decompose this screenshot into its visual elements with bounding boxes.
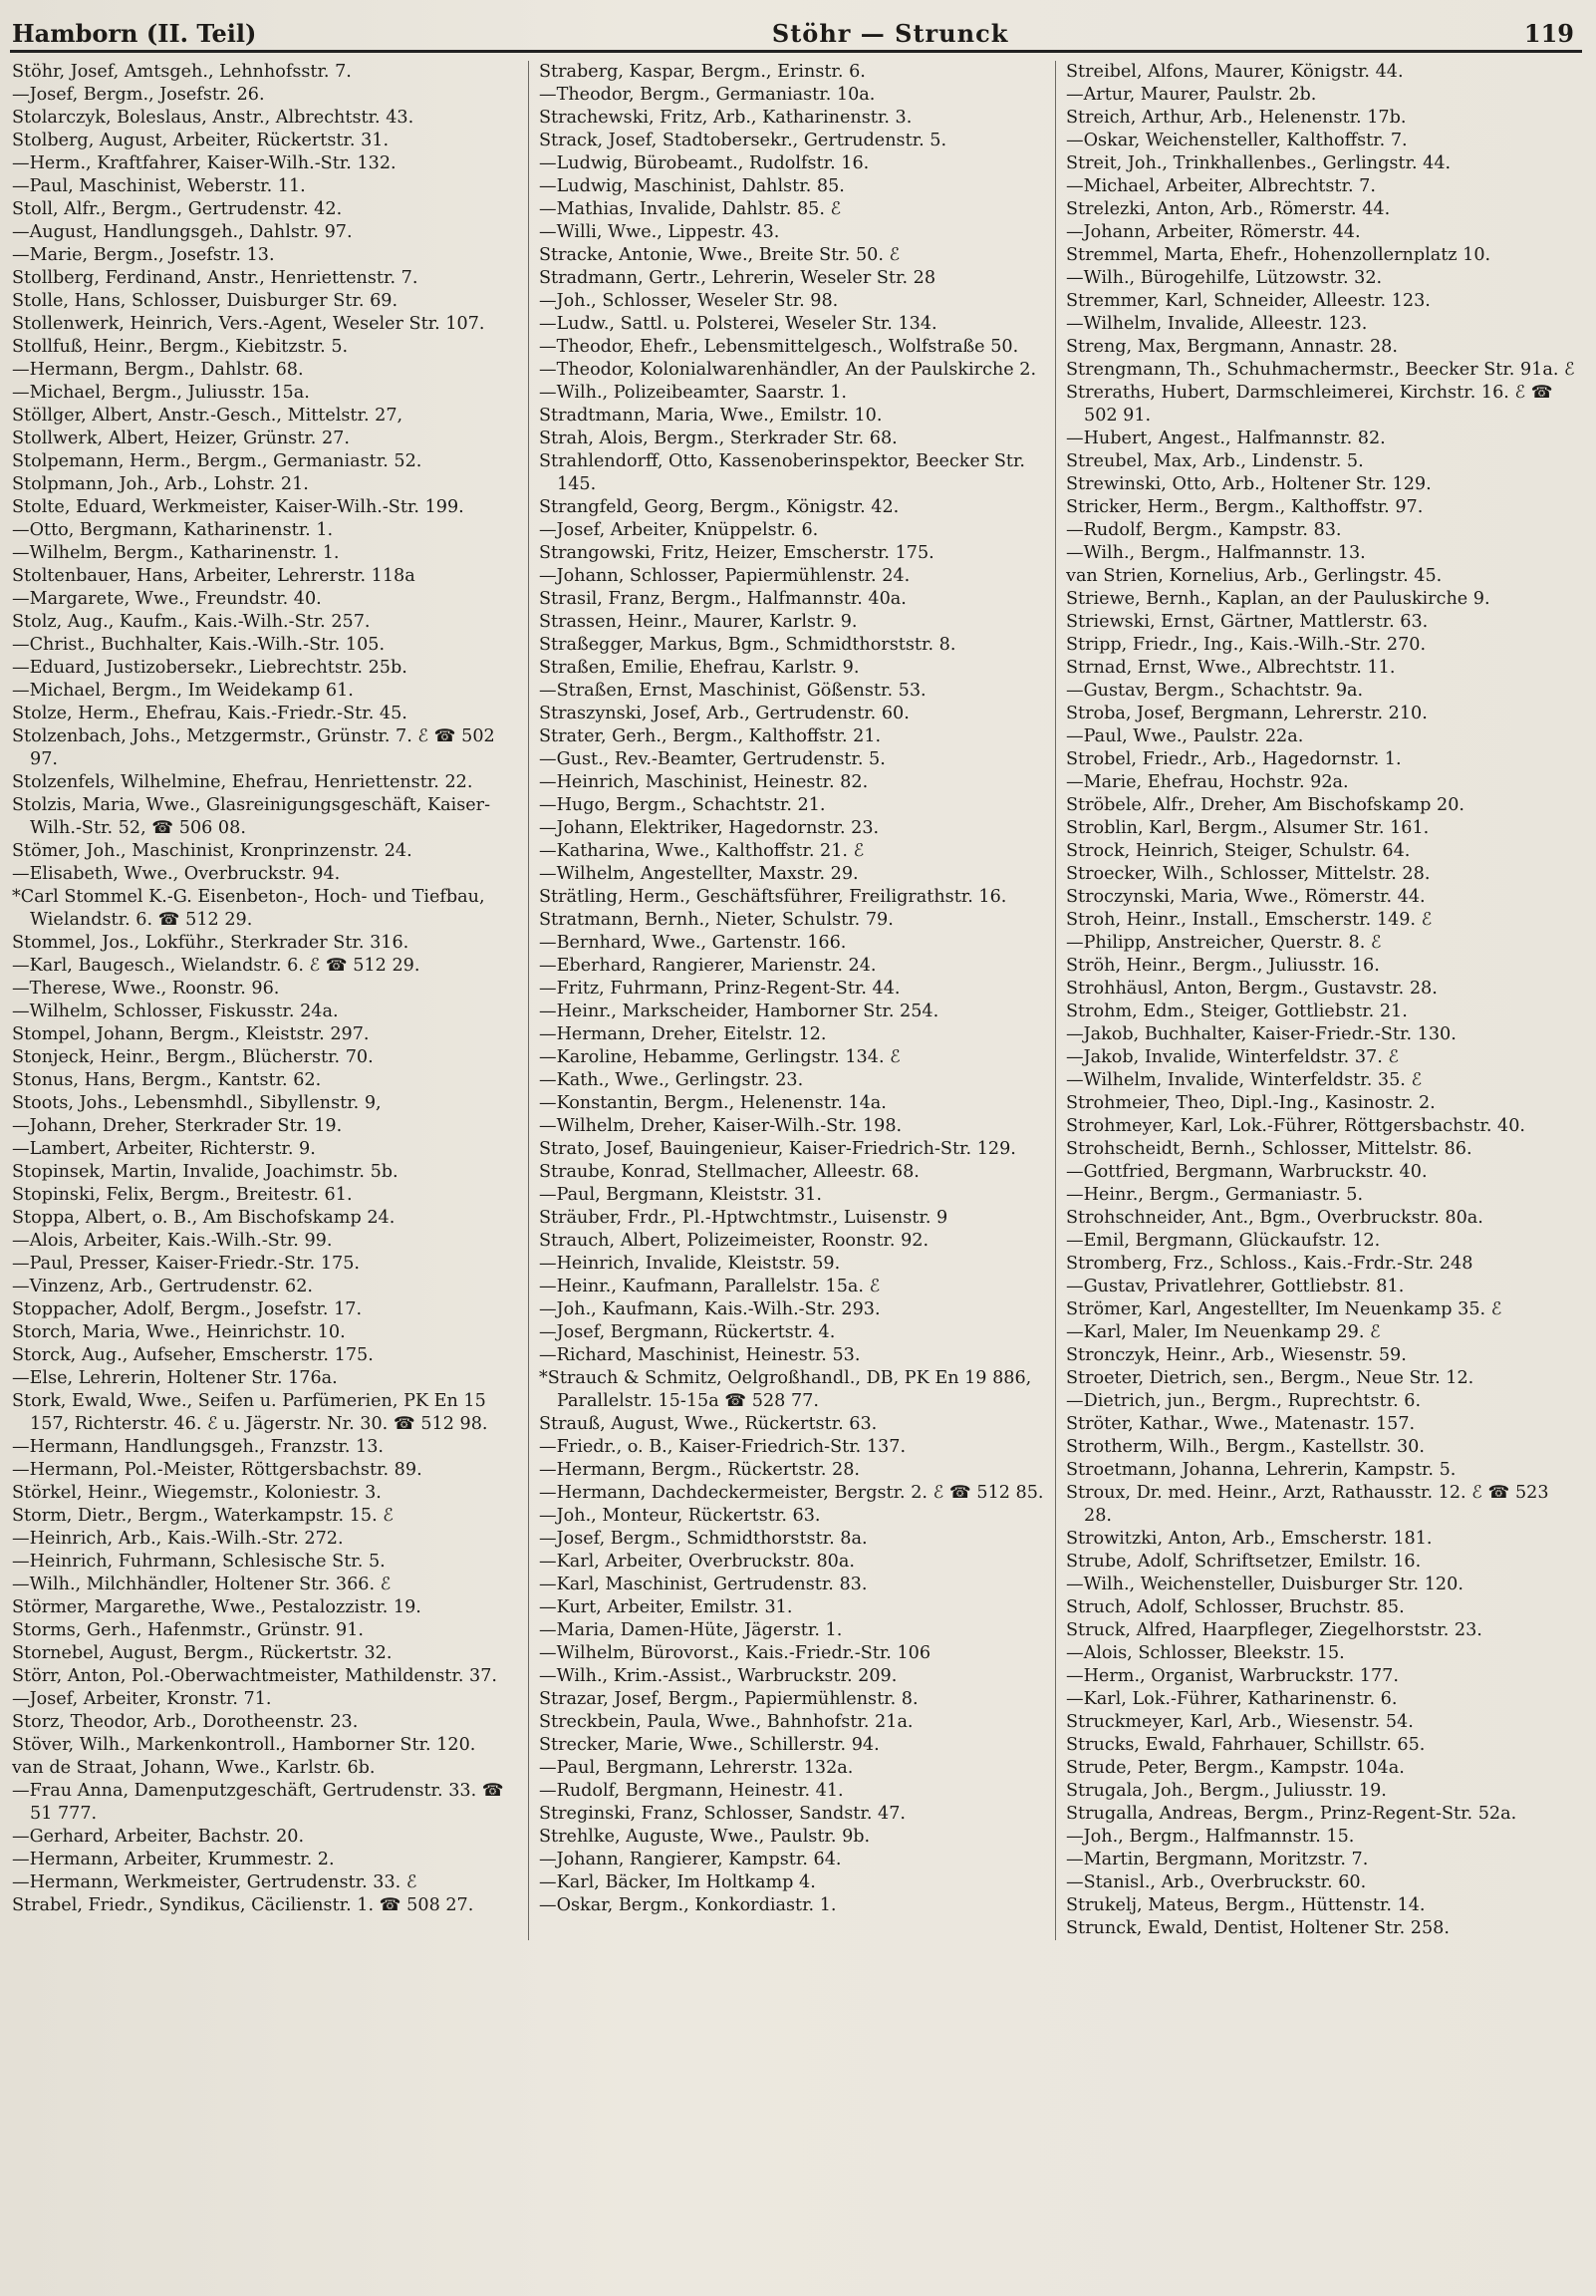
directory-entry: Stoltenbauer, Hans, Arbeiter, Lehrerstr. 118a — [12, 566, 415, 586]
directory-entry: —Bernhard, Wwe., Gartenstr. 166. — [539, 933, 847, 953]
directory-entry: Storm, Dietr., Bergm., Waterkampstr. 15. ℰ — [12, 1506, 394, 1526]
directory-entry: Strohscheidt, Bernh., Schlosser, Mittelstr. 86. — [1066, 1139, 1472, 1159]
directory-entry: —Josef, Arbeiter, Knüppelstr. 6. — [539, 520, 819, 540]
directory-entry: —Wilh., Krim.-Assist., Warbruckstr. 209. — [539, 1666, 898, 1686]
directory-entry: —Wilhelm, Bergm., Katharinenstr. 1. — [12, 543, 340, 563]
directory-entry: —August, Handlungsgeh., Dahlstr. 97. — [12, 222, 353, 242]
directory-entry: —Gustav, Bergm., Schachtstr. 9a. — [1066, 681, 1364, 701]
directory-entry: Strater, Gerh., Bergm., Kalthoffstr. 21. — [539, 726, 882, 746]
directory-entry: —Oskar, Weichensteller, Kalthoffstr. 7. — [1066, 131, 1408, 150]
directory-entry: —Paul, Presser, Kaiser-Friedr.-Str. 175. — [12, 1254, 361, 1274]
directory-entry: Störmer, Margarethe, Wwe., Pestalozzistr. 19. — [12, 1597, 421, 1617]
directory-entry: Strowitzki, Anton, Arb., Emscherstr. 181. — [1066, 1529, 1433, 1549]
column-1 — [10, 61, 528, 1940]
directory-entry: —Heinr., Kaufmann, Parallelstr. 15a. ℰ — [539, 1277, 881, 1296]
directory-entry: —Michael, Bergm., Juliusstr. 15a. — [12, 383, 310, 403]
directory-entry: —Wilhelm, Dreher, Kaiser-Wilh.-Str. 198. — [539, 1116, 903, 1136]
directory-entry: —Karl, Maler, Im Neuenkamp 29. ℰ — [1066, 1322, 1381, 1342]
directory-entry: Stolzenbach, Johs., Metzgermstr., Grünstr. 7. ℰ ☎ 502 97. — [12, 726, 495, 769]
directory-entry: —Josef, Bergm., Schmidthorststr. 8a. — [539, 1529, 868, 1549]
directory-entry: —Frau Anna, Damenputzgeschäft, Gertrudenstr. 33. ☎ 51 777. — [12, 1781, 504, 1824]
directory-entry: —Konstantin, Bergm., Helenenstr. 14a. — [539, 1093, 887, 1113]
directory-entry: —Dietrich, jun., Bergm., Ruprechtstr. 6. — [1066, 1391, 1422, 1411]
directory-entry: —Philipp, Anstreicher, Querstr. 8. ℰ — [1066, 933, 1382, 953]
directory-entry: Strachewski, Fritz, Arb., Katharinenstr. 3. — [539, 108, 913, 128]
directory-entry: Strahlendorff, Otto, Kassenoberinspektor, Beecker Str. 145. — [539, 451, 1026, 494]
directory-entry: Streich, Arthur, Arb., Helenenstr. 17b. — [1066, 108, 1407, 128]
header-range-title: Stöhr — Strunck — [771, 19, 1009, 48]
directory-entry: Strehlke, Auguste, Wwe., Paulstr. 9b. — [539, 1827, 871, 1847]
directory-entry: Stolz, Aug., Kaufm., Kais.-Wilh.-Str. 257. — [12, 612, 371, 632]
directory-entry: —Wilh., Bürogehilfe, Lützowstr. 32. — [1066, 268, 1383, 288]
directory-entry: —Kath., Wwe., Gerlingstr. 23. — [539, 1070, 804, 1090]
directory-entry: Stolze, Herm., Ehefrau, Kais.-Friedr.-Str. 45. — [12, 704, 407, 723]
directory-entry: Stoll, Alfr., Bergm., Gertrudenstr. 42. — [12, 199, 343, 219]
directory-entry: Strangowski, Fritz, Heizer, Emscherstr. 175. — [539, 543, 934, 563]
directory-entry: Streckbein, Paula, Wwe., Bahnhofstr. 21a. — [539, 1712, 914, 1732]
directory-entry: —Wilh., Weichensteller, Duisburger Str. 120. — [1066, 1575, 1463, 1594]
directory-entry: —Johann, Rangierer, Kampstr. 64. — [539, 1850, 842, 1869]
directory-entry: Strelezki, Anton, Arb., Römerstr. 44. — [1066, 199, 1391, 219]
directory-entry: —Gottfried, Bergmann, Warbruckstr. 40. — [1066, 1162, 1428, 1182]
directory-entry: —Johann, Dreher, Sterkrader Str. 19. — [12, 1116, 343, 1136]
directory-entry: —Paul, Wwe., Paulstr. 22a. — [1066, 726, 1304, 746]
directory-entry: —Eberhard, Rangierer, Marienstr. 24. — [539, 956, 877, 976]
directory-entry: —Wilhelm, Bürovorst., Kais.-Friedr.-Str. 106 — [539, 1643, 931, 1663]
directory-entry: Stolarczyk, Boleslaus, Anstr., Albrechtstr. 43. — [12, 108, 414, 128]
directory-entry: Strätling, Herm., Geschäftsführer, Freiligrathstr. 16. — [539, 887, 1007, 907]
directory-entry: —Joh., Monteur, Rückertstr. 63. — [539, 1506, 821, 1526]
directory-entry: —Karl, Baugesch., Wielandstr. 6. ℰ ☎ 512 29. — [12, 956, 420, 976]
directory-entry: Strock, Heinrich, Steiger, Schulstr. 64. — [1066, 841, 1411, 861]
header-section-title: Hamborn (II. Teil) — [12, 19, 257, 48]
directory-entry: —Gust., Rev.-Beamter, Gertrudenstr. 5. — [539, 749, 886, 769]
directory-columns — [10, 53, 1582, 1940]
directory-entry: —Jakob, Invalide, Winterfeldstr. 37. ℰ — [1066, 1047, 1400, 1067]
directory-entry: —Otto, Bergmann, Katharinenstr. 1. — [12, 520, 334, 540]
directory-entry: Stroecker, Wilh., Schlosser, Mittelstr. 28. — [1066, 864, 1431, 884]
directory-entry: —Michael, Arbeiter, Albrechtstr. 7. — [1066, 176, 1376, 196]
column-2 — [528, 61, 1055, 1940]
directory-entry: Stroblin, Karl, Bergm., Alsumer Str. 161. — [1066, 818, 1430, 838]
directory-entry: Strengmann, Th., Schuhmachermstr., Beecker Str. 91a. ℰ — [1066, 360, 1575, 380]
directory-entry: Strauß, August, Wwe., Rückertstr. 63. — [539, 1414, 878, 1434]
directory-entry: Stremmer, Karl, Schneider, Alleestr. 123. — [1066, 291, 1431, 311]
directory-entry: Stonjeck, Heinr., Bergm., Blücherstr. 70. — [12, 1047, 374, 1067]
directory-entry: Stolzenfels, Wilhelmine, Ehefrau, Henriettenstr. 22. — [12, 772, 473, 792]
directory-entry: Stopinsek, Martin, Invalide, Joachimstr. 5b. — [12, 1162, 399, 1182]
directory-entry: —Karl, Maschinist, Gertrudenstr. 83. — [539, 1575, 868, 1594]
directory-entry: —Karoline, Hebamme, Gerlingstr. 134. ℰ — [539, 1047, 901, 1067]
directory-entry: Störr, Anton, Pol.-Oberwachtmeister, Mathildenstr. 37. — [12, 1666, 497, 1686]
directory-entry: —Theodor, Bergm., Germaniastr. 10a. — [539, 85, 876, 105]
directory-entry: —Artur, Maurer, Paulstr. 2b. — [1066, 85, 1317, 105]
directory-entry: Strohm, Edm., Steiger, Gottliebstr. 21. — [1066, 1002, 1408, 1021]
directory-entry: Strauch, Albert, Polizeimeister, Roonstr. 92. — [539, 1231, 930, 1251]
directory-entry: Stremmel, Marta, Ehefr., Hohenzollernplatz 10. — [1066, 245, 1491, 265]
directory-entry: Strude, Peter, Bergm., Kampstr. 104a. — [1066, 1758, 1405, 1778]
directory-entry: —Johann, Elektriker, Hagedornstr. 23. — [539, 818, 880, 838]
directory-entry: Striewski, Ernst, Gärtner, Mattlerstr. 63. — [1066, 612, 1429, 632]
directory-entry: —Wilhelm, Angestellter, Maxstr. 29. — [539, 864, 859, 884]
directory-entry: —Hermann, Werkmeister, Gertrudenstr. 33. ℰ — [12, 1872, 417, 1892]
directory-entry: Stoppa, Albert, o. B., Am Bischofskamp 24. — [12, 1208, 396, 1228]
directory-entry: —Gerhard, Arbeiter, Bachstr. 20. — [12, 1827, 305, 1847]
directory-entry: Stopinski, Felix, Bergm., Breitestr. 61. — [12, 1185, 353, 1205]
directory-entry: Stork, Ewald, Wwe., Seifen u. Parfümerien, PK En 15 157, Richterstr. 46. ℰ u. Jägerstr. Nr. 30. ☎ 512 98. — [12, 1391, 488, 1434]
directory-entry: Struch, Adolf, Schlosser, Bruchstr. 85. — [1066, 1597, 1405, 1617]
directory-entry: —Else, Lehrerin, Holtener Str. 176a. — [12, 1368, 338, 1388]
directory-entry: —Herm., Organist, Warbruckstr. 177. — [1066, 1666, 1399, 1686]
directory-entry: Stompel, Johann, Bergm., Kleiststr. 297. — [12, 1024, 370, 1044]
directory-entry: —Margarete, Wwe., Freundstr. 40. — [12, 589, 322, 609]
directory-entry: —Hermann, Pol.-Meister, Röttgersbachstr. 89. — [12, 1460, 422, 1480]
directory-entry: Strobel, Friedr., Arb., Hagedornstr. 1. — [1066, 749, 1402, 769]
directory-entry: Stroetmann, Johanna, Lehrerin, Kampstr. 5. — [1066, 1460, 1457, 1480]
directory-entry: —Joh., Schlosser, Weseler Str. 98. — [539, 291, 839, 311]
directory-entry: —Straßen, Ernst, Maschinist, Gößenstr. 53. — [539, 681, 927, 701]
directory-entry: Stroczynski, Maria, Wwe., Römerstr. 44. — [1066, 887, 1426, 907]
directory-entry: Strecker, Marie, Wwe., Schillerstr. 94. — [539, 1735, 880, 1755]
directory-entry: Stromberg, Frz., Schloss., Kais.-Frdr.-Str. 248 — [1066, 1254, 1473, 1274]
directory-entry: Streraths, Hubert, Darmschleimerei, Kirchstr. 16. ℰ ☎ 502 91. — [1066, 383, 1553, 426]
directory-entry: Strack, Josef, Stadtobersekr., Gertrudenstr. 5. — [539, 131, 947, 150]
directory-entry: Strewinski, Otto, Arb., Holtener Str. 129. — [1066, 474, 1432, 494]
directory-entry: —Fritz, Fuhrmann, Prinz-Regent-Str. 44. — [539, 979, 901, 999]
directory-entry: Strukelj, Mateus, Bergm., Hüttenstr. 14. — [1066, 1895, 1426, 1915]
directory-entry: Stolzis, Maria, Wwe., Glasreinigungsgeschäft, Kaiser-Wilh.-Str. 52, ☎ 506 08. — [12, 795, 491, 838]
directory-entry: —Heinrich, Fuhrmann, Schlesische Str. 5. — [12, 1552, 386, 1572]
directory-entry: Stolpemann, Herm., Bergm., Germaniastr. 52. — [12, 451, 422, 471]
directory-entry: van Strien, Kornelius, Arb., Gerlingstr. 45. — [1066, 566, 1443, 586]
directory-entry: Strugala, Joh., Bergm., Juliusstr. 19. — [1066, 1781, 1387, 1801]
directory-entry: —Josef, Arbeiter, Kronstr. 71. — [12, 1689, 272, 1709]
directory-entry: —Heinrich, Invalide, Kleiststr. 59. — [539, 1254, 841, 1274]
directory-entry: Struckmeyer, Karl, Arb., Wiesenstr. 54. — [1066, 1712, 1414, 1732]
directory-entry: —Elisabeth, Wwe., Overbruckstr. 94. — [12, 864, 341, 884]
directory-entry: Strube, Adolf, Schriftsetzer, Emilstr. 16. — [1066, 1552, 1422, 1572]
directory-entry: Stömer, Joh., Maschinist, Kronprinzenstr. 24. — [12, 841, 412, 861]
directory-entry: Stroux, Dr. med. Heinr., Arzt, Rathausstr. 12. ℰ ☎ 523 28. — [1066, 1483, 1549, 1526]
directory-entry: —Vinzenz, Arb., Gertrudenstr. 62. — [12, 1277, 314, 1296]
directory-entry: Strassen, Heinr., Maurer, Karlstr. 9. — [539, 612, 858, 632]
directory-entry: —Wilh., Milchhändler, Holtener Str. 366. ℰ — [12, 1575, 392, 1594]
directory-entry: Streginski, Franz, Schlosser, Sandstr. 47. — [539, 1804, 907, 1824]
directory-entry: Straszynski, Josef, Arb., Gertrudenstr. 60. — [539, 704, 910, 723]
directory-entry: Stroba, Josef, Bergmann, Lehrerstr. 210. — [1066, 704, 1428, 723]
directory-entry: Stripp, Friedr., Ing., Kais.-Wilh.-Str. 270. — [1066, 635, 1427, 655]
directory-entry: —Therese, Wwe., Roonstr. 96. — [12, 979, 280, 999]
directory-entry: Stracke, Antonie, Wwe., Breite Str. 50. ℰ — [539, 245, 901, 265]
directory-entry: Strangfeld, Georg, Bergm., Königstr. 42. — [539, 497, 900, 517]
directory-entry: —Paul, Bergmann, Kleiststr. 31. — [539, 1185, 822, 1205]
directory-entry: —Johann, Arbeiter, Römerstr. 44. — [1066, 222, 1361, 242]
directory-entry: —Emil, Bergmann, Glückaufstr. 12. — [1066, 1231, 1381, 1251]
page-number: 119 — [1523, 19, 1574, 48]
directory-entry: Streng, Max, Bergmann, Annastr. 28. — [1066, 337, 1398, 357]
directory-entry: Streit, Joh., Trinkhallenbes., Gerlingstr. 44. — [1066, 153, 1452, 173]
directory-entry: Strunck, Ewald, Dentist, Holtener Str. 258. — [1066, 1918, 1450, 1938]
directory-entry: —Ludwig, Bürobeamt., Rudolfstr. 16. — [539, 153, 870, 173]
directory-entry: Störkel, Heinr., Wiegemstr., Koloniestr. 3. — [12, 1483, 382, 1503]
directory-entry: —Alois, Schlosser, Bleekstr. 15. — [1066, 1643, 1345, 1663]
directory-entry: —Hugo, Bergm., Schachtstr. 21. — [539, 795, 826, 815]
directory-entry: Stollfuß, Heinr., Bergm., Kiebitzstr. 5. — [12, 337, 349, 357]
directory-entry: Strasil, Franz, Bergm., Halfmannstr. 40a. — [539, 589, 907, 609]
directory-entry: Sträuber, Frdr., Pl.-Hptwchtmstr., Luisenstr. 9 — [539, 1208, 948, 1228]
directory-entry: Stonus, Hans, Bergm., Kantstr. 62. — [12, 1070, 322, 1090]
directory-entry: —Wilhelm, Schlosser, Fiskusstr. 24a. — [12, 1002, 339, 1021]
directory-entry: Storz, Theodor, Arb., Dorotheenstr. 23. — [12, 1712, 359, 1732]
directory-entry: —Ludwig, Maschinist, Dahlstr. 85. — [539, 176, 845, 196]
directory-entry: Strah, Alois, Bergm., Sterkrader Str. 68. — [539, 429, 898, 448]
directory-entry: Strohhäusl, Anton, Bergm., Gustavstr. 28. — [1066, 979, 1438, 999]
directory-entry: —Christ., Buchhalter, Kais.-Wilh.-Str. 105. — [12, 635, 386, 655]
directory-entry: Stöver, Wilh., Markenkontroll., Hamborner Str. 120. — [12, 1735, 476, 1755]
directory-entry: —Heinrich, Arb., Kais.-Wilh.-Str. 272. — [12, 1529, 344, 1549]
directory-entry: Stollenwerk, Heinrich, Vers.-Agent, Weseler Str. 107. — [12, 314, 485, 334]
directory-entry: —Eduard, Justizobersekr., Liebrechtstr. 25b. — [12, 658, 407, 678]
directory-entry: —Katharina, Wwe., Kalthoffstr. 21. ℰ — [539, 841, 865, 861]
directory-entry: Streubel, Max, Arb., Lindenstr. 5. — [1066, 451, 1364, 471]
directory-entry: —Rudolf, Bergm., Kampstr. 83. — [1066, 520, 1342, 540]
directory-entry: —Mathias, Invalide, Dahlstr. 85. ℰ — [539, 199, 842, 219]
directory-entry: Strato, Josef, Bauingenieur, Kaiser-Friedrich-Str. 129. — [539, 1139, 1016, 1159]
directory-entry: Storck, Aug., Aufseher, Emscherstr. 175. — [12, 1345, 374, 1365]
directory-entry: Storms, Gerh., Hafenmstr., Grünstr. 91. — [12, 1620, 364, 1640]
directory-entry: Strucks, Ewald, Fahrhauer, Schillstr. 65. — [1066, 1735, 1426, 1755]
directory-entry: —Karl, Lok.-Führer, Katharinenstr. 6. — [1066, 1689, 1398, 1709]
directory-entry: —Theodor, Ehefr., Lebensmittelgesch., Wolfstraße 50. — [539, 337, 1019, 357]
directory-entry: Ströh, Heinr., Bergm., Juliusstr. 16. — [1066, 956, 1380, 976]
directory-entry: Stroh, Heinr., Install., Emscherstr. 149. ℰ — [1066, 910, 1433, 930]
directory-entry: *Strauch & Schmitz, Oelgroßhandl., DB, PK En 19 886, Parallelstr. 15-15a ☎ 528 77. — [539, 1368, 1032, 1411]
directory-entry: —Wilhelm, Invalide, Winterfeldstr. 35. ℰ — [1066, 1070, 1423, 1090]
directory-entry: Storch, Maria, Wwe., Heinrichstr. 10. — [12, 1322, 346, 1342]
directory-entry: —Wilhelm, Invalide, Alleestr. 123. — [1066, 314, 1368, 334]
directory-entry: —Richard, Maschinist, Heinestr. 53. — [539, 1345, 861, 1365]
directory-entry: Stradtmann, Maria, Wwe., Emilstr. 10. — [539, 406, 883, 426]
directory-entry: Strohschneider, Ant., Bgm., Overbruckstr. 80a. — [1066, 1208, 1483, 1228]
directory-entry: —Hermann, Bergm., Rückertstr. 28. — [539, 1460, 860, 1480]
directory-entry: —Marie, Bergm., Josefstr. 13. — [12, 245, 275, 265]
directory-entry: Ströter, Kathar., Wwe., Matenastr. 157. — [1066, 1414, 1416, 1434]
directory-entry: —Heinr., Markscheider, Hamborner Str. 254. — [539, 1002, 939, 1021]
directory-entry: Strömer, Karl, Angestellter, Im Neuenkamp 35. ℰ — [1066, 1299, 1502, 1319]
directory-entry: —Joh., Kaufmann, Kais.-Wilh.-Str. 293. — [539, 1299, 881, 1319]
directory-entry: —Friedr., o. B., Kaiser-Friedrich-Str. 137. — [539, 1437, 907, 1457]
directory-entry: Stoots, Johs., Lebensmhdl., Sibyllenstr. 9, — [12, 1093, 382, 1113]
directory-entry: —Lambert, Arbeiter, Richterstr. 9. — [12, 1139, 316, 1159]
directory-entry: —Ludw., Sattl. u. Polsterei, Weseler Str. 134. — [539, 314, 937, 334]
directory-entry: —Josef, Bergm., Josefstr. 26. — [12, 85, 265, 105]
directory-entry: —Stanisl., Arb., Overbruckstr. 60. — [1066, 1872, 1367, 1892]
directory-entry: Stornebel, August, Bergm., Rückertstr. 32. — [12, 1643, 393, 1663]
directory-entry: —Joh., Bergm., Halfmannstr. 15. — [1066, 1827, 1355, 1847]
directory-entry: —Heinr., Bergm., Germaniastr. 5. — [1066, 1185, 1364, 1205]
directory-entry: —Michael, Bergm., Im Weidekamp 61. — [12, 681, 354, 701]
directory-entry: Straube, Konrad, Stellmacher, Alleestr. 68. — [539, 1162, 920, 1182]
directory-entry: Strnad, Ernst, Wwe., Albrechtstr. 11. — [1066, 658, 1396, 678]
directory-entry: Stolte, Eduard, Werkmeister, Kaiser-Wilh.-Str. 199. — [12, 497, 464, 517]
directory-entry: —Hermann, Bergm., Dahlstr. 68. — [12, 360, 304, 380]
directory-entry: —Hubert, Angest., Halfmannstr. 82. — [1066, 429, 1386, 448]
directory-entry: Strohmeyer, Karl, Lok.-Führer, Röttgersbachstr. 40. — [1066, 1116, 1526, 1136]
directory-entry: Stöllger, Albert, Anstr.-Gesch., Mittelstr. 27, — [12, 406, 403, 426]
directory-entry: Strazar, Josef, Bergm., Papiermühlenstr. 8. — [539, 1689, 919, 1709]
directory-entry: Straberg, Kaspar, Bergm., Erinstr. 6. — [539, 62, 866, 82]
directory-entry: —Marie, Ehefrau, Hochstr. 92a. — [1066, 772, 1349, 792]
directory-entry: —Herm., Kraftfahrer, Kaiser-Wilh.-Str. 132. — [12, 153, 397, 173]
directory-entry: —Rudolf, Bergmann, Heinestr. 41. — [539, 1781, 844, 1801]
directory-entry: —Paul, Bergmann, Lehrerstr. 132a. — [539, 1758, 854, 1778]
directory-entry: —Hermann, Dreher, Eitelstr. 12. — [539, 1024, 827, 1044]
directory-entry: Strabel, Friedr., Syndikus, Cäcilienstr. 1. ☎ 508 27. — [12, 1895, 474, 1915]
directory-entry: Stradmann, Gertr., Lehrerin, Weseler Str. 28 — [539, 268, 936, 288]
directory-entry: Stollberg, Ferdinand, Anstr., Henriettenstr. 7. — [12, 268, 418, 288]
directory-entry: Straßegger, Markus, Bgm., Schmidthorststr. 8. — [539, 635, 956, 655]
directory-entry: —Karl, Arbeiter, Overbruckstr. 80a. — [539, 1552, 855, 1572]
column-3 — [1055, 61, 1582, 1940]
page-header — [10, 8, 1582, 53]
directory-entry: Stolberg, August, Arbeiter, Rückertstr. 31. — [12, 131, 390, 150]
directory-entry: —Hermann, Handlungsgeh., Franzstr. 13. — [12, 1437, 385, 1457]
directory-entry: —Alois, Arbeiter, Kais.-Wilh.-Str. 99. — [12, 1231, 333, 1251]
directory-entry: Streibel, Alfons, Maurer, Königstr. 44. — [1066, 62, 1404, 82]
directory-entry: Stollwerk, Albert, Heizer, Grünstr. 27. — [12, 429, 350, 448]
directory-entry: Strohmeier, Theo, Dipl.-Ing., Kasinostr. 2. — [1066, 1093, 1436, 1113]
directory-entry: —Gustav, Privatlehrer, Gottliebstr. 81. — [1066, 1277, 1405, 1296]
directory-entry: Stratmann, Bernh., Nieter, Schulstr. 79. — [539, 910, 894, 930]
directory-entry: —Maria, Damen-Hüte, Jägerstr. 1. — [539, 1620, 843, 1640]
directory-entry: Ströbele, Alfr., Dreher, Am Bischofskamp 20. — [1066, 795, 1465, 815]
directory-entry: —Oskar, Bergm., Konkordiastr. 1. — [539, 1895, 837, 1915]
directory-entry: Struck, Alfred, Haarpfleger, Ziegelhorststr. 23. — [1066, 1620, 1482, 1640]
directory-entry: Strotherm, Wilh., Bergm., Kastellstr. 30. — [1066, 1437, 1425, 1457]
directory-entry: —Hermann, Arbeiter, Krummestr. 2. — [12, 1850, 335, 1869]
directory-entry: —Heinrich, Maschinist, Heinestr. 82. — [539, 772, 869, 792]
directory-entry: Stricker, Herm., Bergm., Kalthoffstr. 97. — [1066, 497, 1424, 517]
directory-entry: Straßen, Emilie, Ehefrau, Karlstr. 9. — [539, 658, 860, 678]
directory-entry: —Theodor, Kolonialwarenhändler, An der Paulskirche 2. — [539, 360, 1037, 380]
directory-entry: van de Straat, Johann, Wwe., Karlstr. 6b. — [12, 1758, 376, 1778]
directory-entry: Stoppacher, Adolf, Bergm., Josefstr. 17. — [12, 1299, 363, 1319]
directory-entry: —Hermann, Dachdeckermeister, Bergstr. 2. ℰ ☎ 512 85. — [539, 1483, 1044, 1503]
directory-entry: Stronczyk, Heinr., Arb., Wiesenstr. 59. — [1066, 1345, 1407, 1365]
directory-entry: —Jakob, Buchhalter, Kaiser-Friedr.-Str. 130. — [1066, 1024, 1457, 1044]
directory-entry: Stolle, Hans, Schlosser, Duisburger Str. 69. — [12, 291, 399, 311]
directory-entry: Stolpmann, Joh., Arb., Lohstr. 21. — [12, 474, 309, 494]
directory-entry: —Karl, Bäcker, Im Holtkamp 4. — [539, 1872, 816, 1892]
directory-entry: —Martin, Bergmann, Moritzstr. 7. — [1066, 1850, 1369, 1869]
directory-entry: —Wilh., Polizeibeamter, Saarstr. 1. — [539, 383, 847, 403]
directory-entry: Strugalla, Andreas, Bergm., Prinz-Regent-Str. 52a. — [1066, 1804, 1517, 1824]
directory-entry: —Johann, Schlosser, Papiermühlenstr. 24. — [539, 566, 911, 586]
directory-entry: —Josef, Bergmann, Rückertstr. 4. — [539, 1322, 836, 1342]
directory-entry: —Kurt, Arbeiter, Emilstr. 31. — [539, 1597, 793, 1617]
directory-entry: *Carl Stommel K.-G. Eisenbeton-, Hoch- und Tiefbau, Wielandstr. 6. ☎ 512 29. — [12, 887, 485, 930]
directory-entry: —Paul, Maschinist, Weberstr. 11. — [12, 176, 306, 196]
directory-entry: Striewe, Bernh., Kaplan, an der Pauluskirche 9. — [1066, 589, 1490, 609]
directory-entry: Stöhr, Josef, Amtsgeh., Lehnhofsstr. 7. — [12, 62, 352, 82]
directory-entry: Stroeter, Dietrich, sen., Bergm., Neue Str. 12. — [1066, 1368, 1474, 1388]
directory-entry: Stommel, Jos., Lokführ., Sterkrader Str. 316. — [12, 933, 409, 953]
directory-entry: —Willi, Wwe., Lippestr. 43. — [539, 222, 780, 242]
directory-entry: —Wilh., Bergm., Halfmannstr. 13. — [1066, 543, 1366, 563]
